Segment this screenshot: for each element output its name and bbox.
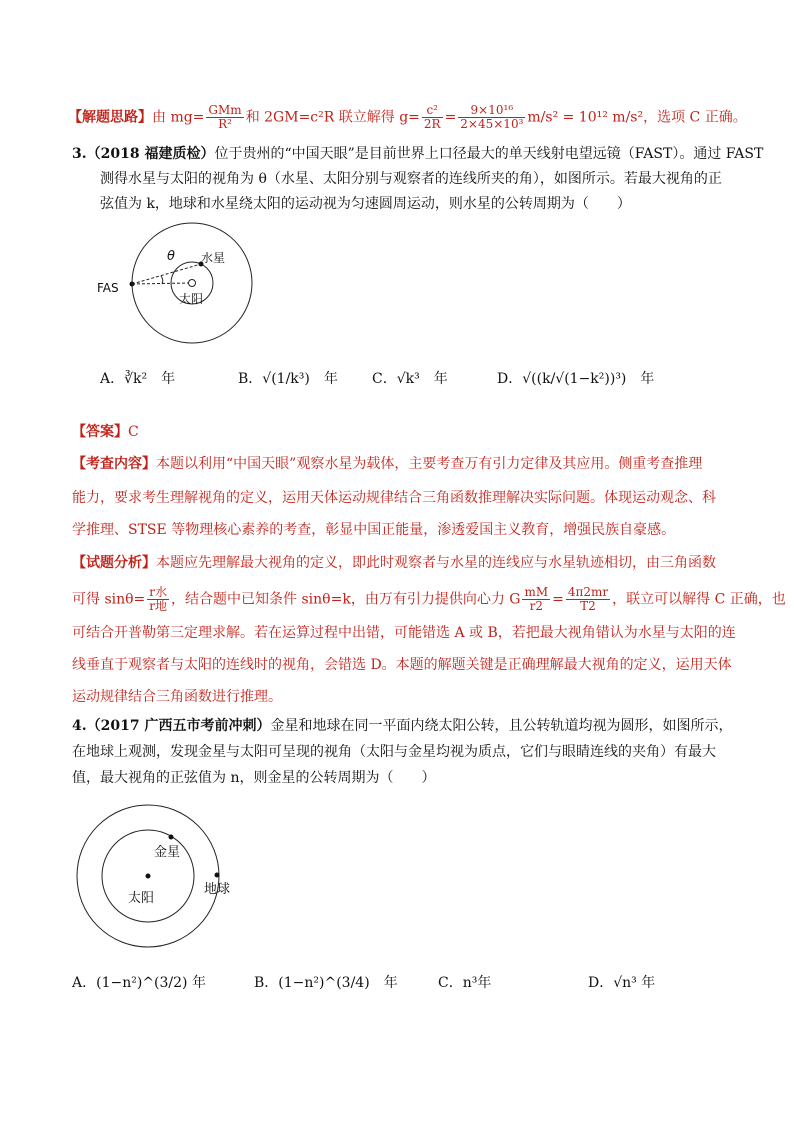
theta-label: θ [167,249,175,264]
option-c-expr: √k³ [396,371,420,387]
q3-answer-line [72,423,139,441]
q3-analysis-line-2: 可得 sinθ= $\frac{\text{r水}}{\text{r地}}$ ，结合题中已知条件 sinθ=k，由万有引力提供向心力 G $\frac{mM}{r2}$ = $\frac{4\pi 2mr}{T2}$ ，联立可以解得 C 正确，也 [72,585,786,613]
option-b-expr: √(1/k³) [262,371,310,387]
venus-dot [169,835,174,840]
q3-stem-line-3: 弦值为 k，地球和水星绕太阳的运动视为匀速圆周运动，则水星的公转周期为（ ） [100,196,631,212]
q3-orbit-figure [95,220,275,345]
fraction-4pi2mr-t2: $\frac{4\pi 2mr}{T2}$ [567,585,609,613]
q4-stem-line-1: 4.（2017 广西五市考前冲刺）金星和地球在同一平面内绕太阳公转，且公转轨道均视为圆形，如图所示， [72,718,733,734]
q4-stem-line-2: 在地球上观测，发现金星与太阳可呈现的视角（太阳与金星均视为质点，它们与眼睛连线的夹角）有最大 [72,744,716,760]
q3-analysis-line-3: 可结合开普勒第三定理求解。若在运算过程中出错，可能错选 A 或 B，若把最大视角错认为水星与太阳的连 [72,625,736,641]
angle-arc [161,276,163,284]
q3-stem-line-1: 3.（2018 福建质检）位于贵州的“中国天眼”是目前世界上口径最大的单天线射电望远镜（FAST）。通过 FAST [72,146,764,162]
q3-content-line-1: 【考查内容】本题以利用“中国天眼”观察水星为载体，主要考查万有引力定律及其应用。侧重考查推理 [72,456,703,472]
solution-tag: 【解题思路】 [68,109,152,126]
option-a-expr: ∛k² [124,371,148,387]
q4-orbit-figure [70,800,240,960]
sight-line-sun [132,283,189,284]
q3-option-d[interactable]: D．√((k/√(1−k²))³) 年 [497,371,655,387]
content-tag: 【考查内容】 [72,456,156,472]
earth-label: 地球 [204,882,231,897]
question-source: （2017 广西五市考前冲刺） [86,718,271,734]
answer-tag: 【答案】 [72,424,128,440]
q4-option-d[interactable]: D．√n³ 年 [588,975,656,991]
sun-label: 太阳 [179,292,204,306]
question-number: 4. [72,718,87,734]
q3-analysis-line-5: 运动规律结合三角函数进行推理。 [72,689,282,705]
q3-content-line-2: 能力，要求考生理解视角的定义，运用天体运动规律结合三角函数推理解决实际问题。体现运动观念、科 [72,490,716,506]
q4-option-b[interactable]: B．(1−n²)^(3/4) 年 [254,975,398,991]
option-a-expr: (1−n²)^(3/2) [96,975,188,991]
answer-value: C [128,424,139,440]
fraction-mm-r2: $\frac{mM}{r2}$ [524,585,549,613]
q3-option-c[interactable]: C．√k³ 年 [372,371,448,387]
option-d-expr: √((k/√(1−k²))³) [522,371,627,387]
sun-dot [189,280,196,287]
fraction-gmm-r2: $\frac{\text{GMm}}{\text{R²}}$ [208,103,242,131]
mercury-label: 水星 [201,251,226,265]
option-b-expr: (1−n²)^(3/4) [278,975,370,991]
fraction-r-ratio: $\frac{\text{r水}}{\text{r地}}$ [149,585,168,613]
q4-option-c[interactable]: C．n³年 [438,975,492,991]
fraction-c2-2r: $\frac{\text{c²}}{2R}$ [423,103,441,131]
q3-content-line-3: 学推理、STSE 等物理核心素养的考查，彰显中国正能量，渗透爱国主义教育，增强民族自豪感。 [72,522,676,538]
question-source: （2018 福建质检） [86,146,215,162]
earth-dot [215,873,220,878]
sun-dot [146,874,151,879]
q2-solution-line: 【解题思路】由 mg= $\frac{\text{GMm}}{\text{R²}}$ 和 2GM=c²R 联立解得 g= $\frac{\text{c²}}{2R}$ = $\frac{\text{9×10¹⁶}}{\text{2×45×10³}}$ m/s² = 10¹² m/s²，选项 C 正确。 [68,103,747,131]
sun-label: 太阳 [128,891,155,906]
q4-stem-line-3: 值，最大视角的正弦值为 n，则金星的公转周期为（ ） [72,770,436,786]
option-c-expr: n³ [462,975,478,991]
q4-option-a[interactable]: A．(1−n²)^(3/2) 年 [72,975,206,991]
fraction-numeric: $\frac{\text{9×10¹⁶}}{\text{2×45×10³}}$ [460,103,524,131]
q3-analysis-line-4: 线垂直于观察者与太阳的连线时的视角，会错选 D。本题的解题关键是正确理解最大视角的定义，运用天体 [72,657,732,673]
q3-option-a[interactable]: A．∛k² 年 [100,371,176,387]
q3-analysis-line-1: 【试题分析】本题应先理解最大视角的定义，即此时观察者与水星的连线应与水星轨迹相切，由三角函数 [72,555,716,571]
q3-option-b[interactable]: B．√(1/k³) 年 [238,371,338,387]
analysis-tag: 【试题分析】 [72,555,156,571]
question-number: 3. [72,146,87,162]
option-d-expr: √n³ [613,975,637,991]
fas-label: FAS [97,281,119,295]
venus-label: 金星 [154,845,181,860]
q3-stem-line-2: 测得水星与太阳的视角为 θ（水星、太阳分别与观察者的连线所夹的角），如图所示。若最大视角的正 [100,171,722,187]
